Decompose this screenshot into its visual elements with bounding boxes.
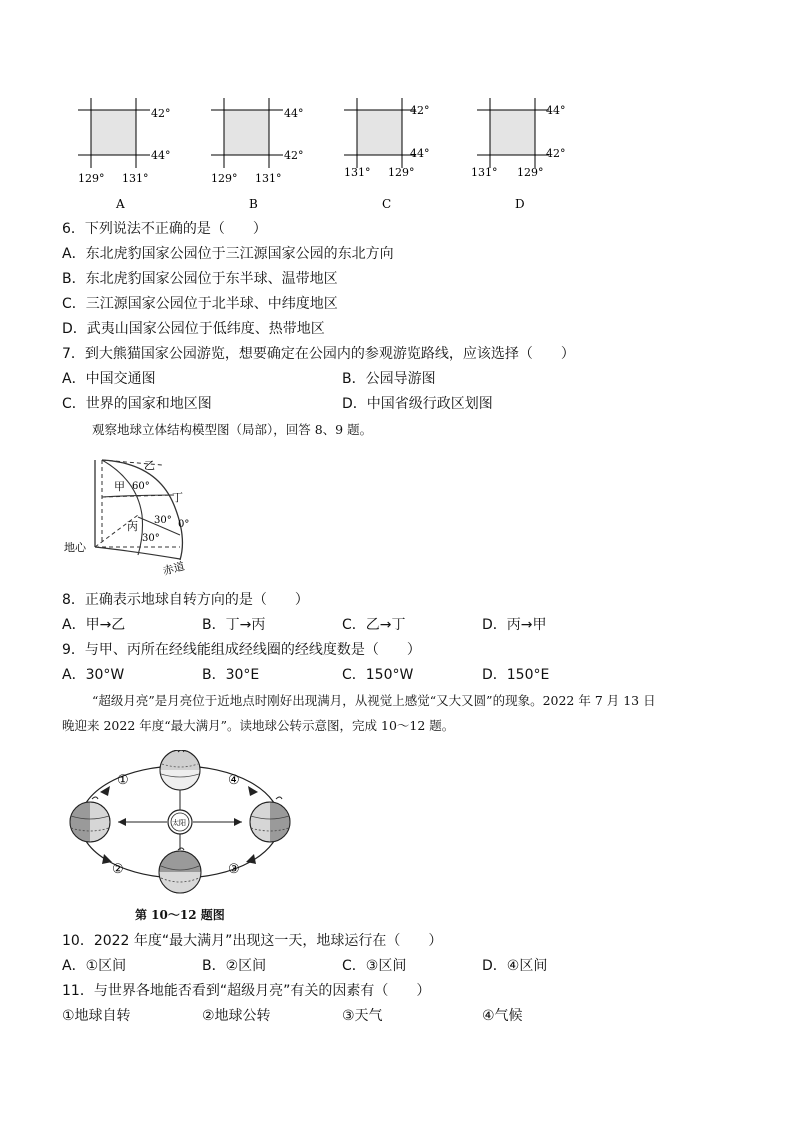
grid-option-a [78,98,171,211]
grid-a-lat-bottom: 44° [151,149,171,162]
grid-b-lon-left: 129° [211,172,238,185]
q10-stem: 10．2022 年度“最大满月”出现这一天，地球运行在（ ） [62,933,443,949]
earth-orbit-figure [62,750,312,925]
q8-option-b[interactable]: B．丁→丙 [202,617,266,633]
q9-option-c[interactable]: C．150°W [342,667,414,683]
sun-label: 太阳 [172,819,186,827]
globe-label-ding: 丁 [172,491,183,504]
q6-option-a[interactable]: A．东北虎豹国家公园位于三江源国家公园的东北方向 [62,246,394,262]
q8-option-a[interactable]: A．甲→乙 [62,617,126,633]
grid-b-label: B [249,197,258,211]
grid-d-label: D [515,197,525,211]
grid-a-label: A [116,197,125,211]
q7-option-b[interactable]: B．公园导游图 [342,371,436,387]
grid-b-lat-bottom: 42° [284,149,304,162]
grid-option-b [211,98,304,211]
grid-option-c [344,98,430,211]
q6-option-c[interactable]: C．三江源国家公园位于北半球、中纬度地区 [62,296,338,312]
q9-option-a[interactable]: A．30°W [62,667,125,683]
grid-c-lon-right: 129° [388,166,415,179]
globe-label-0: 0° [178,519,190,530]
earth-top [160,750,200,790]
q7-option-c[interactable]: C．世界的国家和地区图 [62,396,212,412]
globe-label-bing: 丙 [127,520,138,533]
globe-label-30a: 30° [154,515,172,526]
globe-label-yi: 乙 [144,459,155,472]
interval-1-label: ① [117,773,129,788]
grid-d-lon-right: 129° [517,166,544,179]
grid-c-lat-top: 42° [410,104,430,117]
grid-d-lat-top: 44° [546,104,566,117]
grid-c-lat-bottom: 44° [410,147,430,160]
q11-item-4[interactable]: ④气候 [482,1008,523,1024]
q10-option-b[interactable]: B．②区间 [202,958,267,974]
q10-option-a[interactable]: A．①区间 [62,958,127,974]
q8-option-c[interactable]: C．乙→丁 [342,617,406,633]
q11-item-1[interactable]: ①地球自转 [62,1008,131,1024]
grid-b-lon-right: 131° [255,172,282,185]
intro-8-9: 观察地球立体结构模型图（局部），回答 8、9 题。 [92,422,373,437]
q10-option-c[interactable]: C．③区间 [342,958,407,974]
grid-c-label: C [382,197,392,211]
earth-right [250,802,290,842]
q7-stem: 7．到大熊猫国家公园游览，想要确定在公园内的参观游览路线，应该选择（ ） [62,346,575,362]
intro-10-12-line2: 晚迎来 2022 年度“最大满月”。读地球公转示意图，完成 10～12 题。 [62,718,455,733]
grid-options-figure [60,90,600,215]
interval-4-label: ④ [228,773,240,788]
q8-option-d[interactable]: D．丙→甲 [482,617,547,633]
earth-bottom [159,851,201,893]
q6-option-b[interactable]: B．东北虎豹国家公园位于东半球、温带地区 [62,271,338,287]
q9-option-d[interactable]: D．150°E [482,667,550,683]
q9-stem: 9．与甲、丙所在经线能组成经线圈的经线度数是（ ） [62,642,421,658]
q8-stem: 8．正确表示地球自转方向的是（ ） [62,592,309,608]
q9-option-b[interactable]: B．30°E [202,667,260,683]
q7-option-a[interactable]: A．中国交通图 [62,371,156,387]
globe-label-60: 60° [132,481,150,492]
grid-option-d [471,98,566,211]
q11-item-2[interactable]: ②地球公转 [202,1008,271,1024]
earth-left [70,802,110,842]
grid-d-lon-left: 131° [471,166,498,179]
globe-label-jia: 甲 [114,480,125,493]
grid-a-lat-top: 42° [151,107,171,120]
q11-item-3[interactable]: ③天气 [342,1008,383,1024]
globe-label-30b: 30° [142,533,160,544]
interval-2-label: ② [112,862,124,877]
q6-stem: 6．下列说法不正确的是（ ） [62,221,267,237]
q6-option-d[interactable]: D．武夷山国家公园位于低纬度、热带地区 [62,321,325,337]
intro-10-12-line1: “超级月亮”是月亮位于近地点时刚好出现满月，从视觉上感觉“又大又圆”的现象。2022 年 7 月 13 日 [92,693,656,708]
grid-c-lon-left: 131° [344,166,371,179]
globe-label-dixin: 地心 [64,541,86,554]
globe-structure-figure [62,455,212,580]
q11-stem: 11．与世界各地能否看到“超级月亮”有关的因素有（ ） [62,983,431,999]
q7-option-d[interactable]: D．中国省级行政区划图 [342,396,493,412]
grid-a-lon-left: 129° [78,172,105,185]
orbit-figure-caption: 第 10～12 题图 [135,908,225,922]
grid-a-lon-right: 131° [122,172,149,185]
interval-3-label: ③ [228,862,240,877]
grid-b-lat-top: 44° [284,107,304,120]
q10-option-d[interactable]: D．④区间 [482,958,548,974]
grid-d-lat-bottom: 42° [546,147,566,160]
globe-label-chidao: 赤道 [161,559,187,578]
